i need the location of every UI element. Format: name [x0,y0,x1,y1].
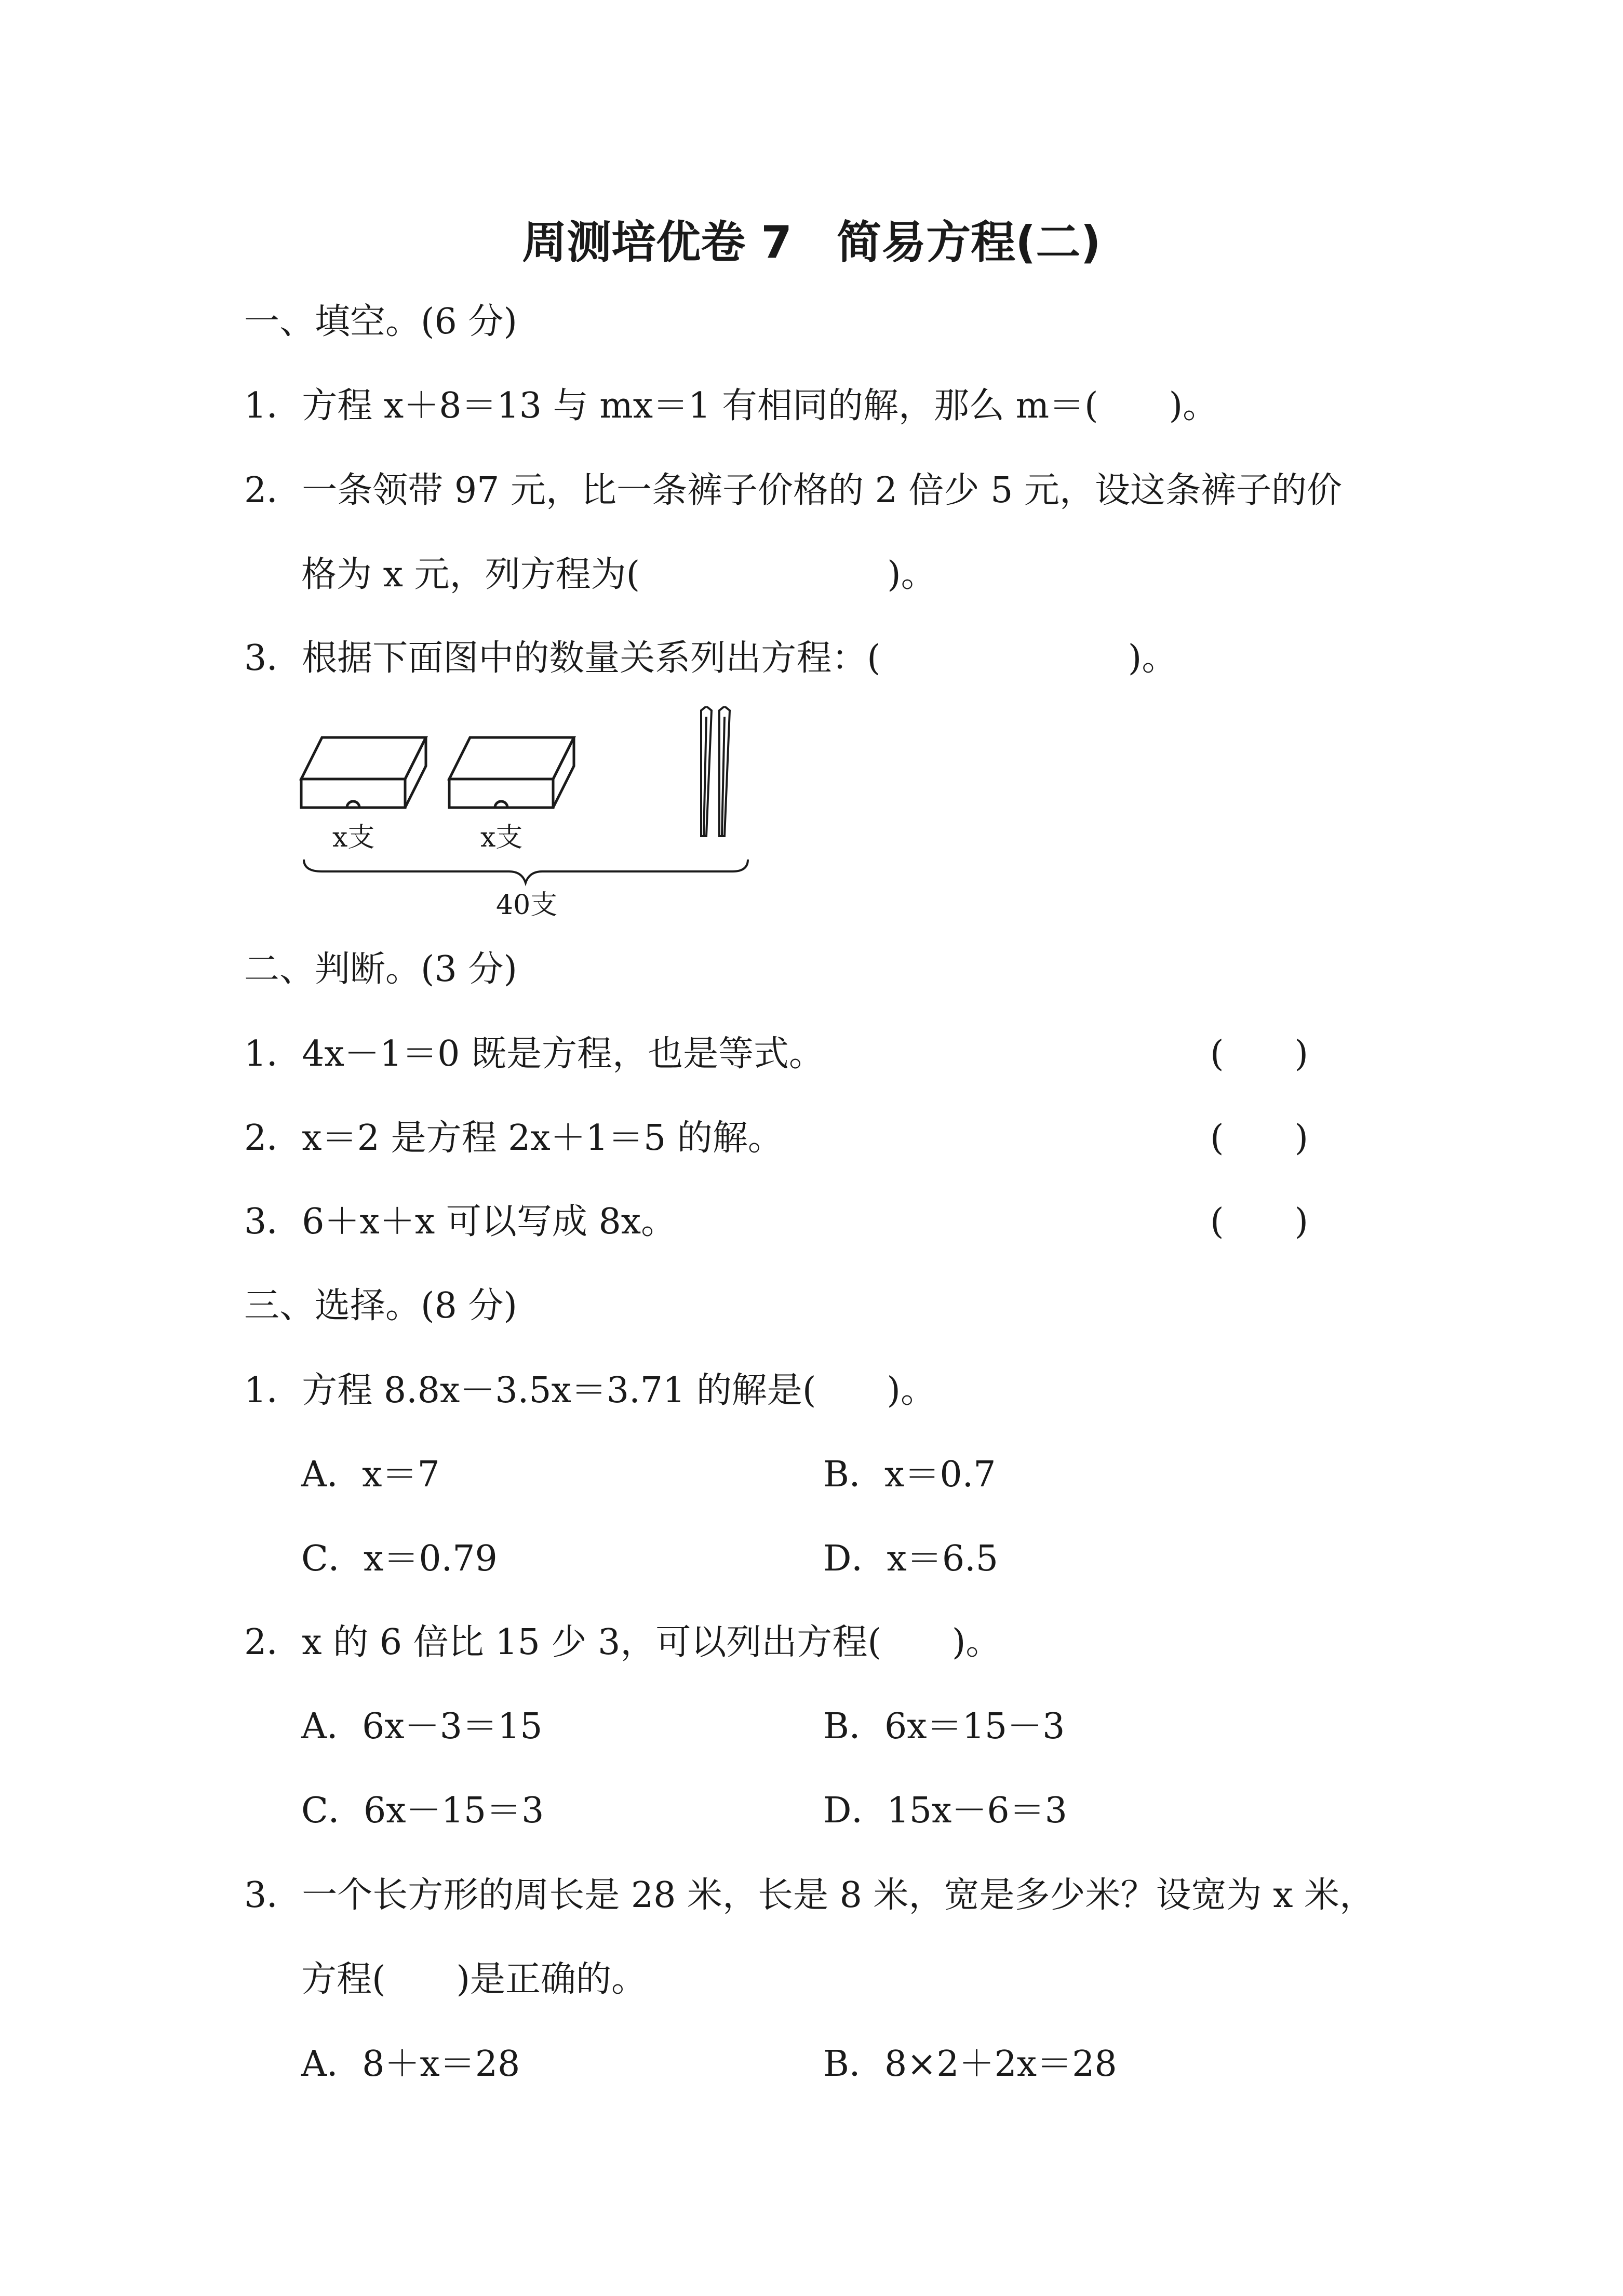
total-brace [304,860,748,883]
choice-1-option-c: C．x＝0.79 [301,1538,498,1579]
pencil-box-1 [301,737,426,808]
choice-question-3-line-2: 方程( )是正确的。 [301,1959,647,2000]
choice-1-option-b: B．x＝0.7 [823,1454,996,1495]
pencil-box-2 [449,737,574,808]
judge-answer-bracket-2: ( ) [1210,1118,1309,1159]
choice-question-3-line-1: 3．一个长方形的周长是 28 米，长是 8 米，宽是多少米？设宽为 x 米， [244,1875,1375,1916]
choice-3-option-a: A．8＋x＝28 [301,2044,520,2085]
box-1-label: x支 [332,822,375,853]
choice-1-option-a: A．x＝7 [301,1454,440,1495]
total-label: 40支 [496,890,558,921]
choice-1-option-d: D．x＝6.5 [823,1538,999,1579]
choice-question-2: 2．x 的 6 倍比 15 少 3，可以列出方程( )。 [244,1622,1001,1663]
section-1-heading: 一、填空。(6 分) [244,301,517,342]
judge-question-3: 3．6＋x＋x 可以写成 8x。 [244,1201,677,1242]
judge-answer-bracket-1: ( ) [1210,1033,1309,1075]
section-3-heading: 三、选择。(8 分) [244,1285,517,1326]
quantity-diagram [291,706,779,924]
choice-3-option-b: B．8×2＋2x＝28 [823,2044,1117,2085]
fill-question-1: 1．方程 x＋8＝13 与 mx＝1 有相同的解，那么 m＝( )。 [244,385,1218,426]
section-2-heading: 二、判断。(3 分) [244,949,517,990]
fill-question-3: 3．根据下面图中的数量关系列出方程：( )。 [244,638,1177,679]
judge-answer-bracket-3: ( ) [1210,1201,1309,1242]
fill-question-2-line-2: 格为 x 元，列方程为( )。 [301,554,936,595]
choice-2-option-d: D．15x－6＝3 [823,1790,1067,1831]
choice-2-option-b: B．6x＝15－3 [823,1706,1065,1747]
judge-question-2: 2．x＝2 是方程 2x＋1＝5 的解。 [244,1118,783,1159]
choice-question-1: 1．方程 8.8x－3.5x＝3.71 的解是( )。 [244,1370,936,1411]
fill-question-2-line-1: 2．一条领带 97 元，比一条裤子价格的 2 倍少 5 元，设这条裤子的价 [244,470,1343,511]
pencils [701,706,730,836]
choice-2-option-c: C．6x－15＝3 [301,1790,544,1831]
box-2-label: x支 [480,822,523,853]
page-title: 周测培优卷 7 简易方程(二) [522,217,1101,268]
choice-2-option-a: A．6x－3＝15 [301,1706,543,1747]
judge-question-1: 1．4x－1＝0 既是方程，也是等式。 [244,1033,825,1075]
